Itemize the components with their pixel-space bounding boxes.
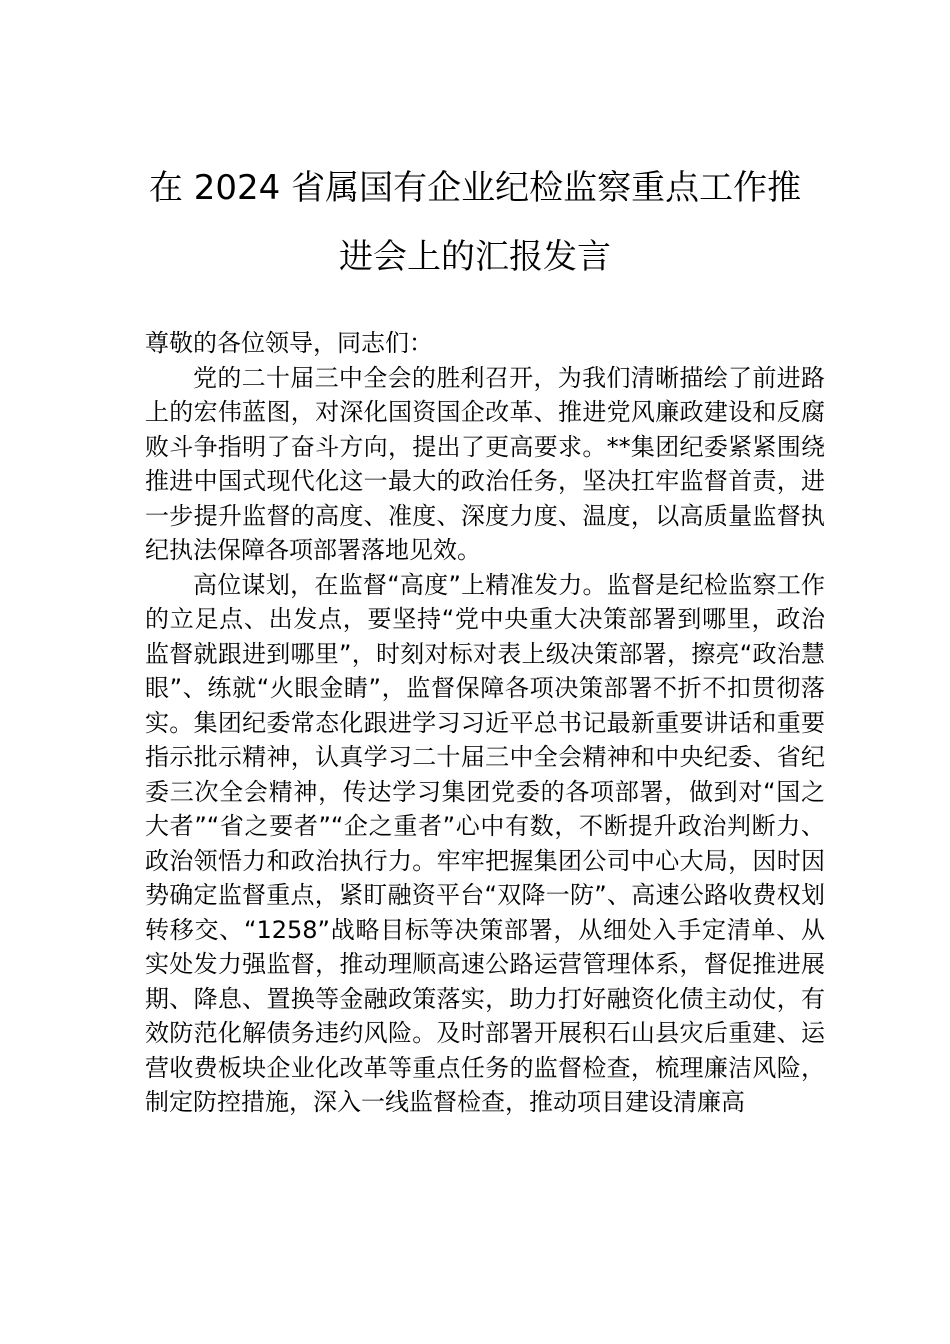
paragraph-1: 党的二十届三中全会的胜利召开，为我们清晰描绘了前进路上的宏伟蓝图，对深化国资国企改革、推进党风廉政建设和反腐败斗争指明了奋斗方向，提出了更高要求。**集团纪委紧紧围绕推进中国式现代化这一最大的政治任务，坚决扛牢监督首责，进一步提升监督的高度、准度、深度力度、温度，以高质量监督执纪执法保障各项部署落地见效。 [145, 363, 825, 564]
document-body [145, 326, 825, 1120]
salutation: 尊敬的各位领导，同志们： [145, 329, 433, 357]
document-title-line-1: 在 2024 省属国有企业纪检监察重点工作推 [148, 168, 802, 208]
document-title-line-2: 进会上的汇报发言 [339, 237, 611, 277]
paragraph-2: 高位谋划，在监督“高度”上精准发力。监督是纪检监察工作的立足点、出发点，要坚持“党中央重大决策部署到哪里，政治监督就跟进到哪里”，时刻对标对表上级决策部署，擦亮“政治慧眼”、练就“火眼金睛”，监督保障各项决策部署不折不扣贯彻落实。集团纪委常态化跟进学习习近平总书记最新重要讲话和重要指示批示精神，认真学习二十届三中全会精神和中央纪委、省纪委三次全会精神，传达学习集团党委的各项部署，做到对“国之大者”“省之要者”“企之重者”心中有数，不断提升政治判断力、政治领悟力和政治执行力。牢牢把握集团公司中心大局，因时因势确定监督重点，紧盯融资平台“双降一防”、高速公路收费权划转移交、“1258”战略目标等决策部署，从细处入手定清单、从实处发力强监督，推动理顺高速公路运营管理体系，督促推进展期、降息、置换等金融政策落实，助力打好融资化债主动仗，有效防范化解债务违约风险。及时部署开展积石山县灾后重建、运营收费板块企业化改革等重点任务的监督检查，梳理廉洁风险，制定防控措施，深入一线监督检查，推动项目建设清廉高 [145, 570, 825, 1116]
